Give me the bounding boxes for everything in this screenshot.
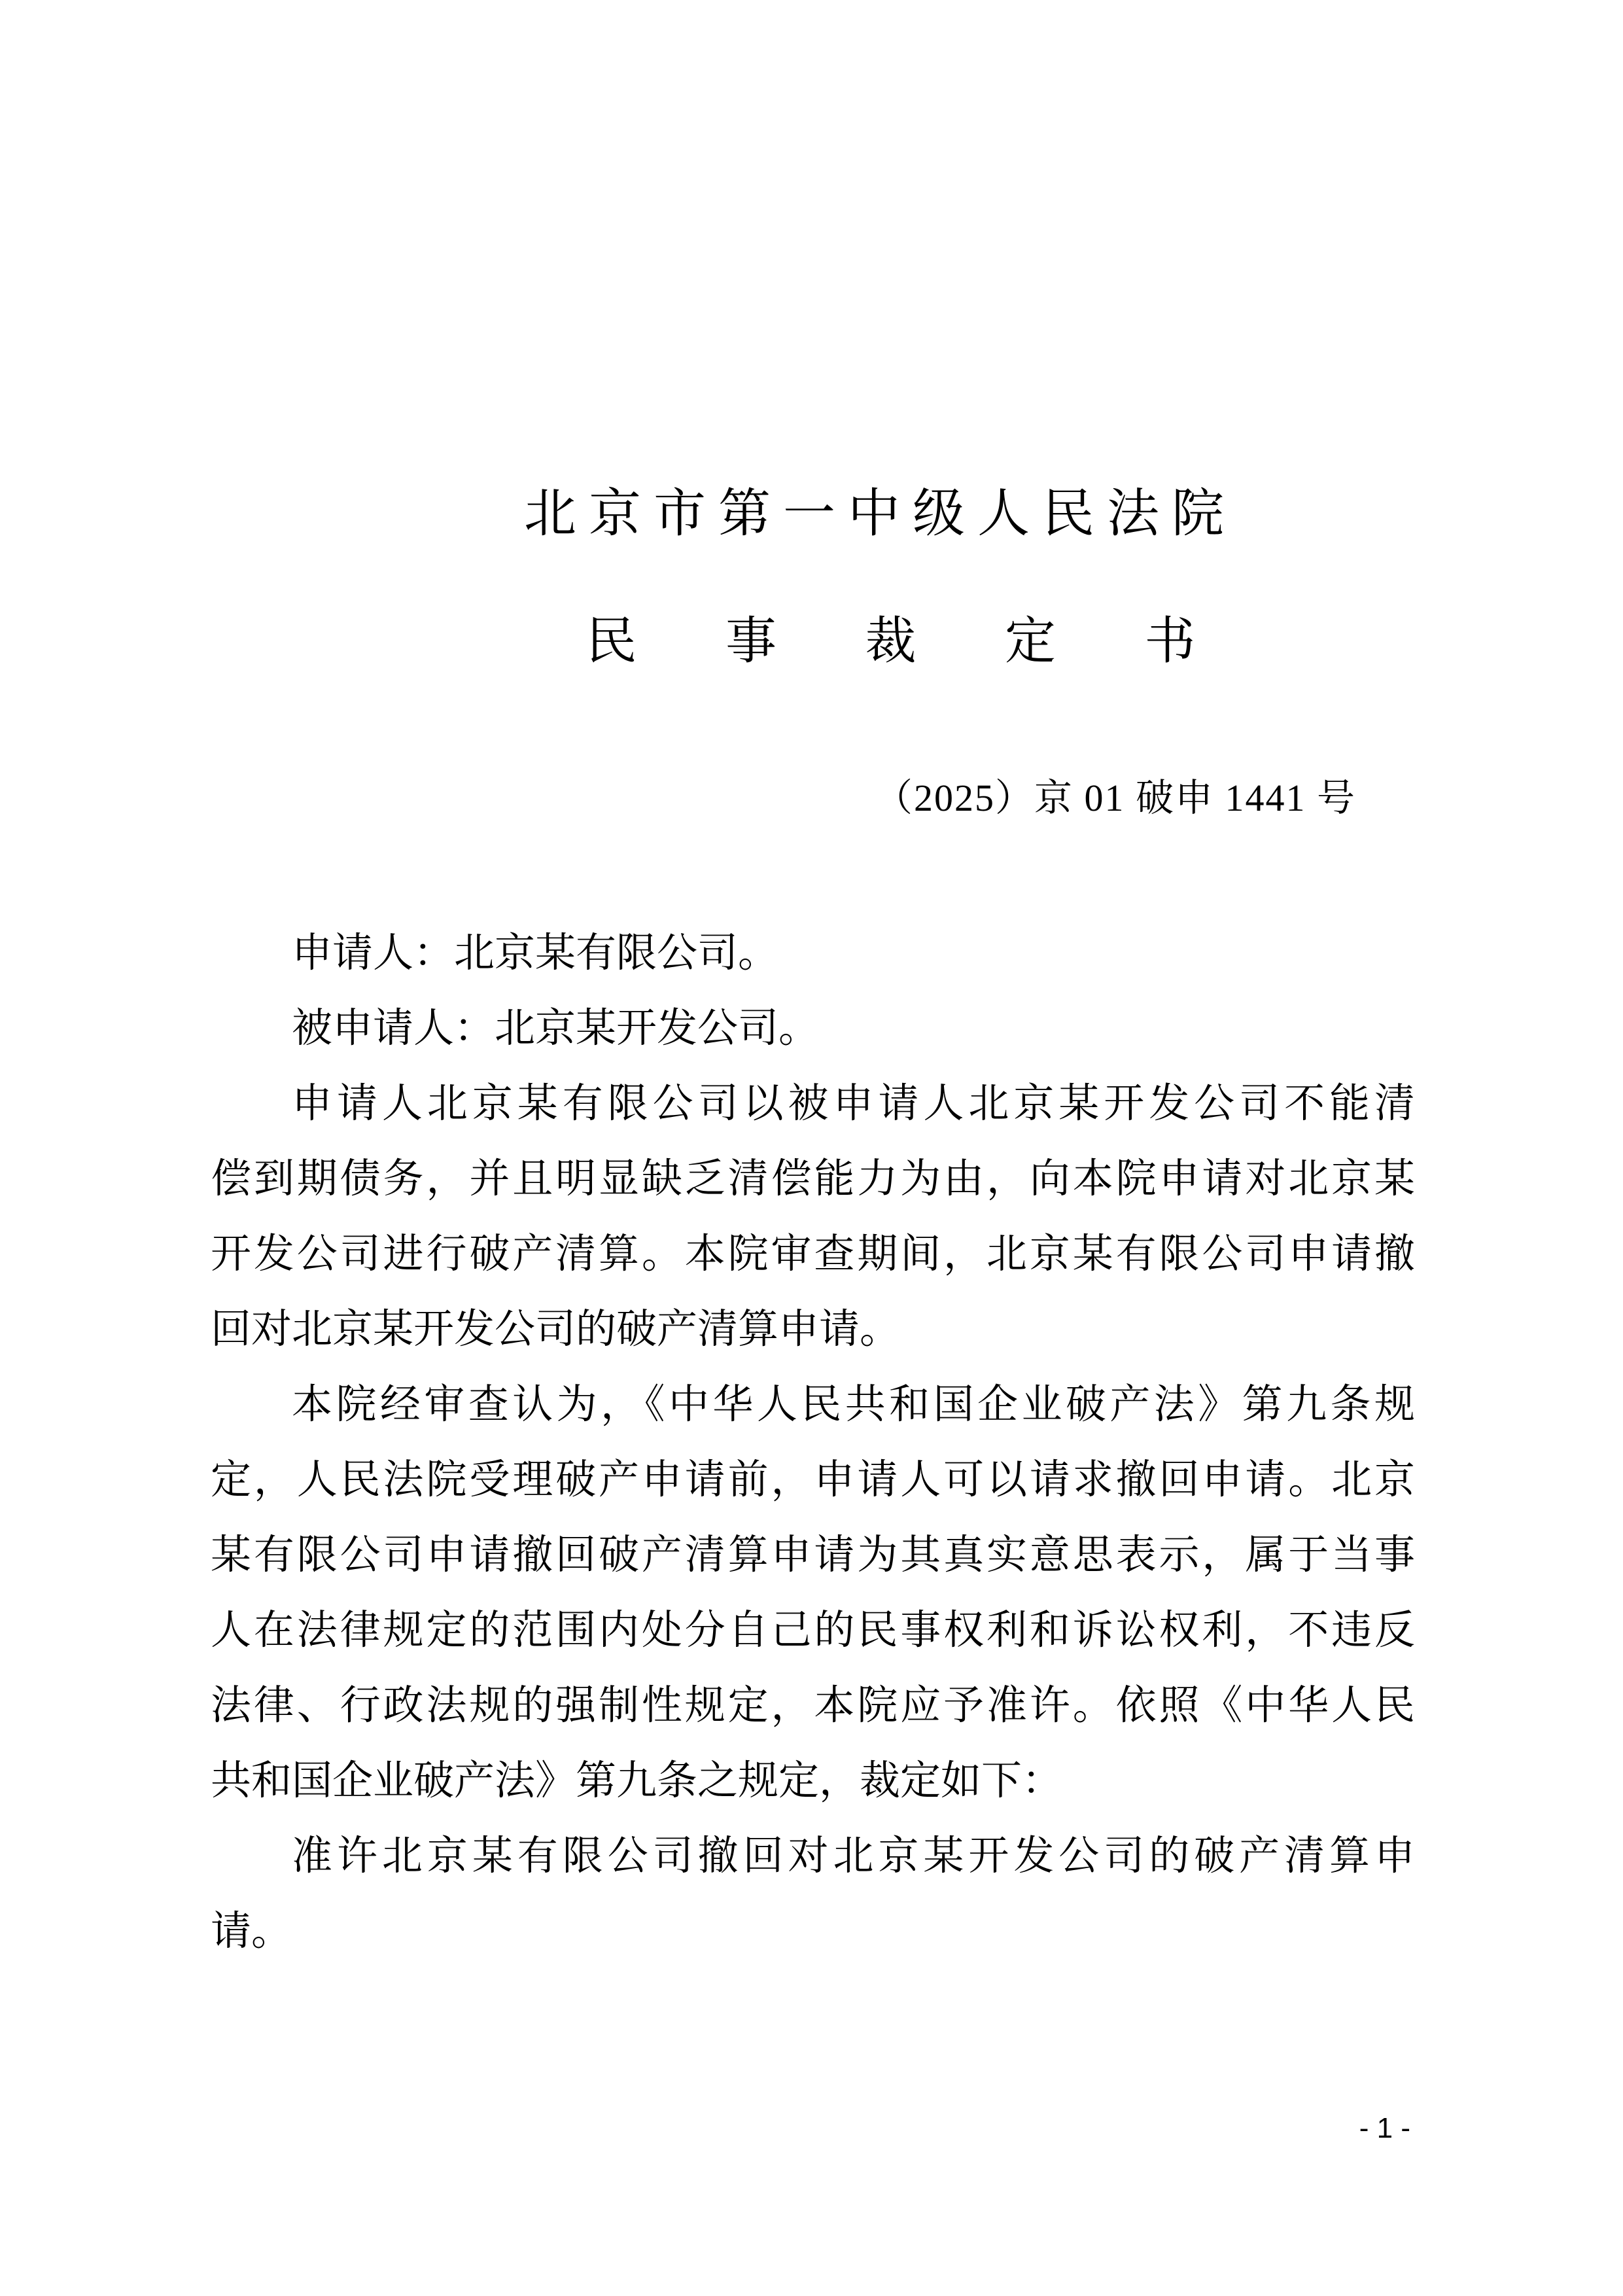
paragraph [211,1368,1415,1819]
text-line: 申请人：北京某有限公司。 [292,931,779,976]
document-type-title: 民 事 裁 定 书 [585,612,1234,669]
text-line: 法律、行政法规的强制性规定，本院应予准许。依照《中华人民 [211,1684,1415,1728]
text-line: 申请人北京某有限公司以被申请人北京某开发公司不能清 [292,1082,1415,1126]
paragraph [211,991,1415,1067]
text-line: 准许北京某有限公司撤回对北京某开发公司的破产清算申 [292,1834,1415,1879]
paragraph [211,1819,1415,1969]
text-line: 某有限公司申请撤回破产清算申请为其真实意思表示，属于当事 [211,1533,1415,1578]
page-number: - 1 - [1359,2112,1410,2144]
text-line: 本院经审查认为，《中华人民共和国企业破产法》第九条规 [292,1383,1415,1427]
ruling-body-text [211,916,1415,1969]
text-line: 人在法律规定的范围内处分自己的民事权利和诉讼权利，不违反 [211,1608,1415,1653]
text-line: 定，人民法院受理破产申请前，申请人可以请求撤回申请。北京 [211,1458,1415,1502]
case-number: （2025）京 01 破申 1441 号 [874,777,1356,819]
text-line: 偿到期债务，并且明显缺乏清偿能力为由，向本院申请对北京某 [211,1157,1415,1201]
text-line: 共和国企业破产法》第九条之规定，裁定如下： [211,1759,1063,1803]
text-line: 开发公司进行破产清算。本院审查期间，北京某有限公司申请撤 [211,1232,1415,1277]
text-line: 请。 [211,1909,292,1954]
paragraph [211,916,1415,991]
text-line: 被申请人：北京某开发公司。 [292,1006,820,1051]
text-line: 回对北京某开发公司的破产清算申请。 [211,1307,901,1352]
paragraph [211,1067,1415,1368]
court-name-title: 北京市第一中级人民法院 [524,486,1236,543]
